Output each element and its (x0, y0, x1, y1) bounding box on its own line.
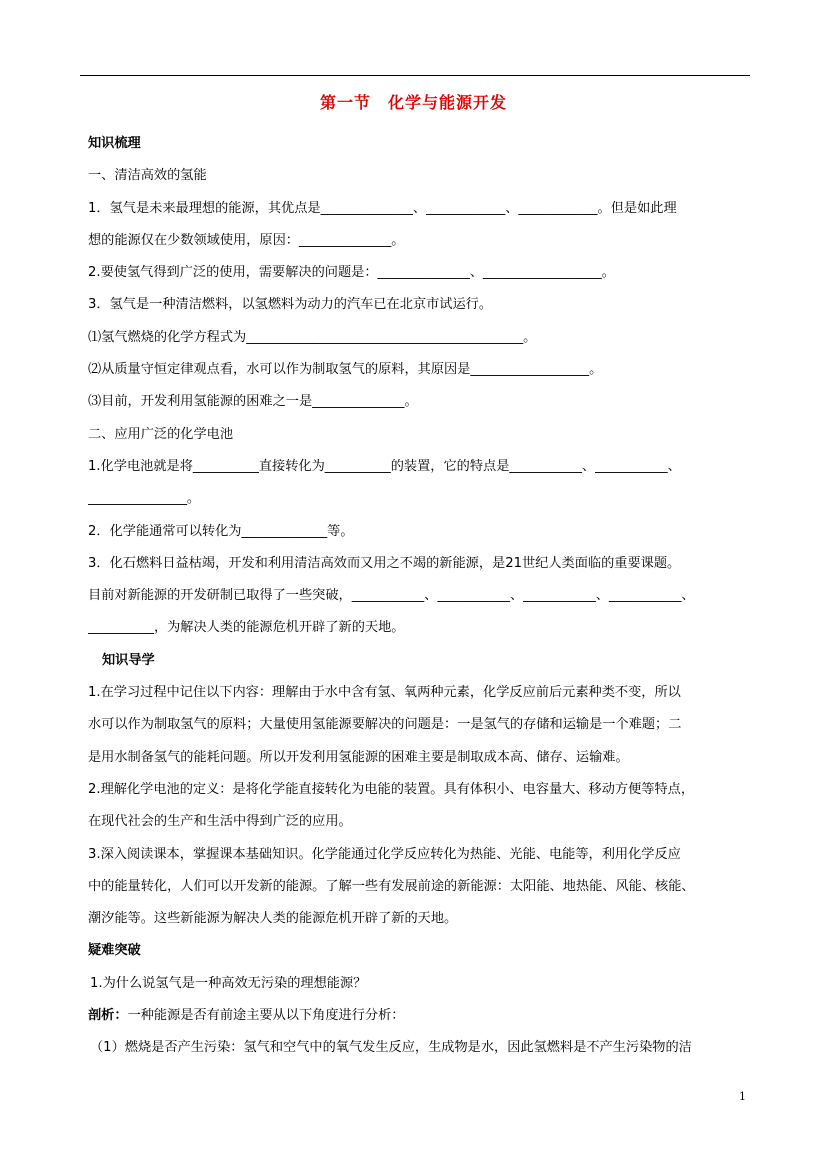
text-line: （1）燃烧是否产生污染：氢气和空气中的氧气发生反应，生成物是水，因此氢燃料是不产生污染物的洁 (90, 1040, 692, 1056)
text-line: 2.理解化学电池的定义：是将化学能直接转化为电能的装置。具有体积小、电容量大、移动方便等特点， (88, 781, 695, 797)
text-line: 知识梳理 (88, 136, 141, 151)
text-line: 2.要使氢气得到广泛的使用，需要解决的问题是：______________、__________________。 (88, 265, 615, 281)
text-line: 中的能量转化，人们可以开发新的能源。了解一些有发展前途的新能源：太阳能、地热能、风能、核能、 (88, 878, 695, 894)
text-line: 想的能源仅在少数领域使用，原因：______________。 (88, 232, 405, 248)
text-line: 目前对新能源的开发研制已取得了一些突破，___________、___________、___________、___________、 (88, 588, 695, 604)
text-line: 疑难突破 (88, 943, 141, 959)
text-line: ⑵从质量守恒定律观点看，水可以作为制取氢气的原料，其原因是__________________。 (88, 362, 603, 378)
text-line: ⑶目前，开发利用氢能源的困难之一是______________。 (88, 394, 418, 410)
text-line: 知识导学 (102, 652, 155, 668)
text-line: __________，为解决人类的能源危机开辟了新的天地。 (88, 620, 405, 636)
text-line: 2．化学能通常可以转化为_____________等。 (88, 523, 354, 539)
text-line: 3．氢气是一种清洁燃料，以氢燃料为动力的汽车已在北京市试运行。 (88, 297, 493, 313)
header-rule (80, 75, 750, 76)
document-body (88, 128, 752, 1065)
text-line: 3．化石燃料日益枯竭，开发和利用清洁高效而又用之不竭的新能源，是21世纪人类面临的重要课题。 (88, 555, 681, 571)
text-line: 水可以作为制取氢气的原料；大量使用氢能源要解决的问题是：一是氢气的存储和运输是一个难题；二 (88, 717, 682, 733)
label-prefix: 剖析： (88, 1008, 128, 1024)
text-line: 3.深入阅读课本，掌握课本基础知识。化学能通过化学反应转化为热能、光能、电能等，利用化学反应 (88, 846, 681, 862)
text-line: 1.在学习过程中记住以下内容：理解由于水中含有氢、氧两种元素，化学反应前后元素种类不变，所以 (88, 685, 681, 701)
text-line: _______________。 (88, 491, 201, 507)
text-line: 一、清洁高效的氢能 (88, 168, 207, 184)
text-line: 潮汐能等。这些新能源为解决人类的能源危机开辟了新的天地。 (88, 911, 458, 927)
text-line: 1.化学电池就是将__________直接转化为__________的装置，它的特点是___________、___________、 (88, 458, 681, 474)
page-number: 1 (739, 1090, 746, 1103)
text-line: 1.为什么说氢气是一种高效无污染的理想能源？ (90, 975, 367, 991)
text-line: 二、应用广泛的化学电池 (88, 426, 234, 442)
text-line: ⑴氢气燃烧的化学方程式为__________________________________________。 (88, 329, 537, 345)
line-text: 一种能源是否有前途主要从以下角度进行分析： (127, 1008, 405, 1024)
text-line: 在现代社会的生产和生活中得到广泛的应用。 (88, 814, 352, 830)
text-line (88, 1000, 752, 1032)
text-line: 是用水制备氢气的能耗问题。所以开发利用氢能源的困难主要是制取成本高、储存、运输难。 (88, 749, 629, 765)
page-title: 第一节 化学与能源开发 (319, 93, 507, 112)
text-line: 1．氢气是未来最理想的能源，其优点是______________、____________、____________。但是如此理 (88, 200, 677, 216)
